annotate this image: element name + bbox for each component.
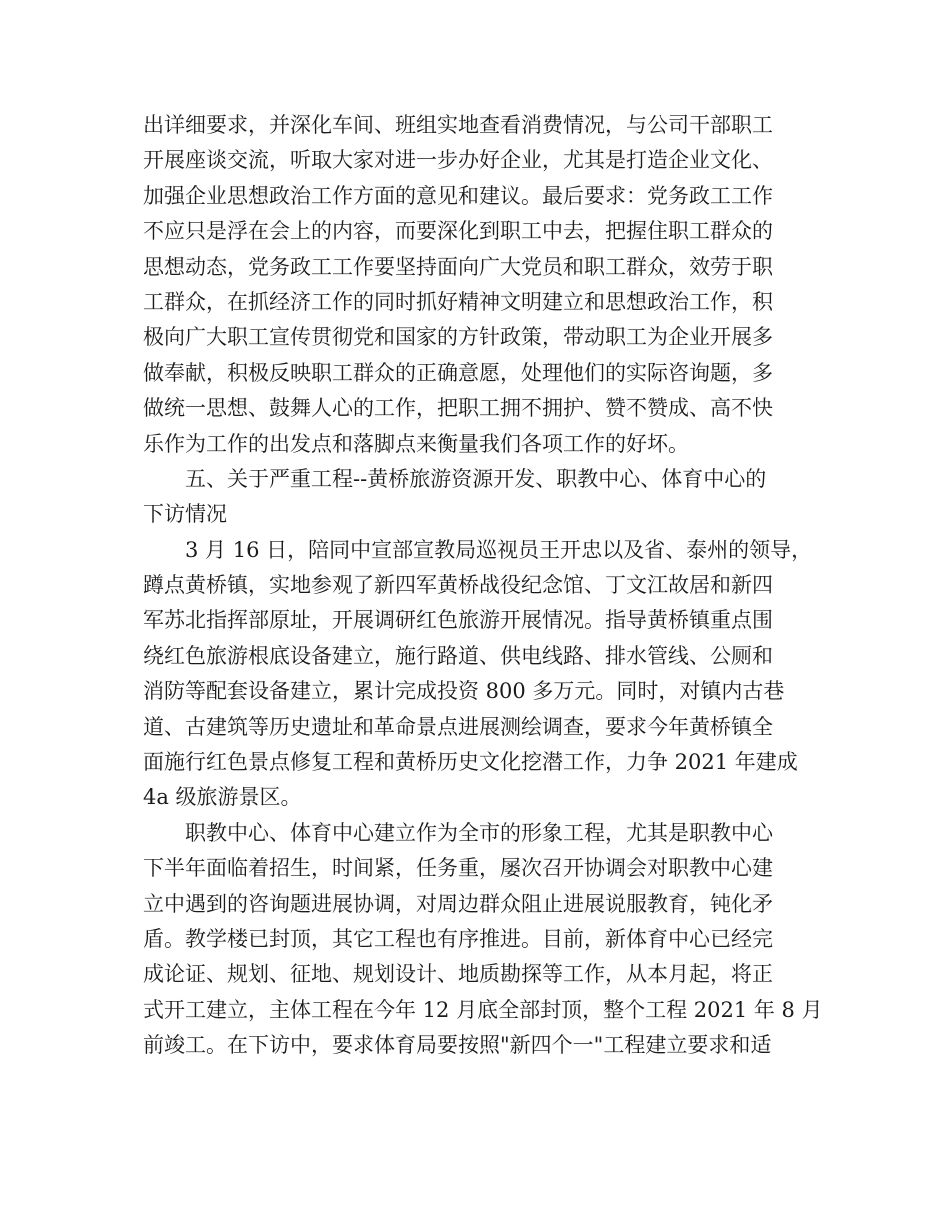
- text-line: 工群众，在抓经济工作的同时抓好精神文明建立和思想政治工作，积: [143, 289, 773, 314]
- text-line: 蹲点黄桥镇，实地参观了新四军黄桥战役纪念馆、丁文江故居和新四: [143, 573, 773, 598]
- text-line: 做奉献，积极反映职工群众的正确意愿，处理他们的实际咨询题，多: [143, 360, 773, 385]
- text-line: 4a 级旅游景区。: [143, 785, 302, 810]
- text-line: 盾。教学楼已封顶，其它工程也有序推进。目前，新体育中心已经完: [143, 926, 773, 951]
- text-line: 成论证、规划、征地、规划设计、地质勘探等工作，从本月起，将正: [143, 962, 773, 987]
- text-line: 军苏北指挥部原址，开展调研红色旅游开展情况。指导黄桥镇重点围: [143, 608, 773, 633]
- text-line: 五、关于严重工程--黄桥旅游资源开发、职教中心、体育中心的: [185, 466, 767, 491]
- document-body: [143, 108, 823, 1064]
- text-line: 开展座谈交流，听取大家对进一步办好企业，尤其是打造企业文化、: [143, 148, 773, 173]
- text-line: 下半年面临着招生，时间紧，任务重，屡次召开协调会对职教中心建: [143, 856, 773, 881]
- text-line: 绕红色旅游根底设备建立，施行路道、供电线路、排水管线、公厕和: [143, 643, 773, 668]
- text-line: 3 月 16 日，陪同中宣部宣教局巡视员王开忠以及省、泰州的领导，: [185, 537, 813, 562]
- text-line: 下访情况: [143, 502, 227, 527]
- text-line: 做统一思想、鼓舞人心的工作，把职工拥不拥护、赞不赞成、高不快: [143, 396, 773, 421]
- text-line: 式开工建立，主体工程在今年 12 月底全部封顶，整个工程 2021 年 8 月: [143, 997, 823, 1022]
- text-line: 乐作为工作的出发点和落脚点来衡量我们各项工作的好坏。: [143, 431, 689, 456]
- text-line: 加强企业思想政治工作方面的意见和建议。最后要求：党务政工工作: [143, 183, 773, 208]
- text-line: 不应只是浮在会上的内容，而要深化到职工中去，把握住职工群众的: [143, 219, 773, 244]
- text-line: 思想动态，党务政工工作要坚持面向广大党员和职工群众，效劳于职: [143, 254, 773, 279]
- text-line: 极向广大职工宣传贯彻党和国家的方针政策，带动职工为企业开展多: [143, 325, 773, 350]
- text-line: 道、古建筑等历史遗址和革命景点进展测绘调查，要求今年黄桥镇全: [143, 714, 773, 739]
- text-line: 消防等配套设备建立，累计完成投资 800 多万元。同时，对镇内古巷: [143, 679, 785, 704]
- text-line: 出详细要求，并深化车间、班组实地查看消费情况，与公司干部职工: [143, 113, 773, 137]
- text-line: 立中遇到的咨询题进展协调，对周边群众阻止进展说服教育，钝化矛: [143, 891, 773, 916]
- text-line: 职教中心、体育中心建立作为全市的形象工程，尤其是职教中心: [185, 820, 773, 845]
- text-line: 前竣工。在下访中，要求体育局要按照"新四个一"工程建立要求和适: [143, 1033, 772, 1058]
- text-line: 面施行红色景点修复工程和黄桥历史文化挖潜工作，力争 2021 年建成: [143, 750, 798, 775]
